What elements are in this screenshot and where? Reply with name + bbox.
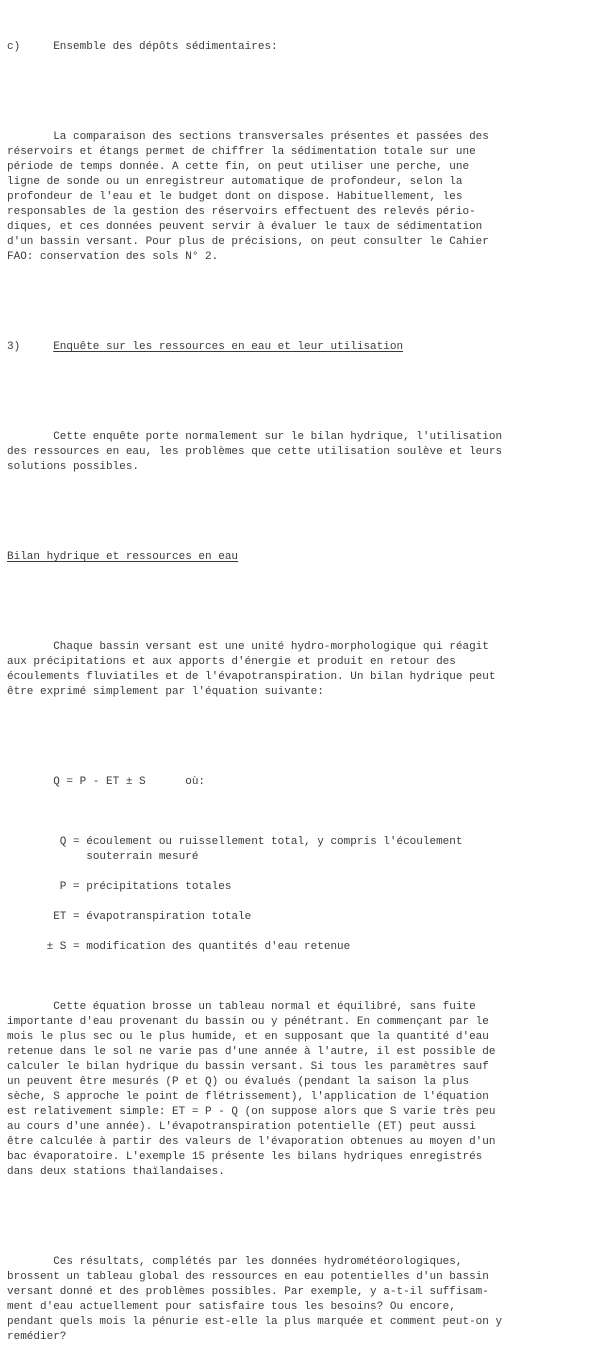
section-title: Ensemble des dépôts sédimentaires: (53, 41, 278, 53)
paragraph-equation (7, 1000, 600, 1180)
subsection-title: Bilan hydrique et ressources en eau (7, 551, 239, 563)
definition-text: écoulement ou ruissellement total, y compris l'écoulement (86, 836, 463, 848)
definition-symbol: ET (53, 911, 67, 923)
definition-text: évapotranspiration totale (86, 911, 252, 923)
text-line: calculer le bilan hydrique du bassin versant. Si tous les paramètres sauf (7, 1061, 489, 1073)
section-title: Enquête sur les ressources en eau et leur utilisation (53, 341, 404, 353)
paragraph-enquete (7, 430, 600, 475)
equation-suffix: où: (185, 776, 206, 788)
water-balance-equation (7, 775, 600, 790)
text-line: profondeur de l'eau et le budget dont on dispose. Habituellement, les (7, 191, 463, 203)
text-line: FAO: conservation des sols N° 2. (7, 251, 219, 263)
section-c-heading (7, 40, 600, 55)
text-line: sèche, S approche le point de flétrissement), l'application de l'équation (7, 1091, 489, 1103)
text-line: diques, et ces données peuvent servir à évaluer le taux de sédimentation (7, 221, 483, 233)
text-line: bac évaporatoire. L'exemple 15 présente les bilans hydriques enregistrés (7, 1151, 483, 1163)
paragraph-bilan-intro (7, 640, 600, 700)
text-line: Chaque bassin versant est une unité hydro-morphologique qui réagit (53, 641, 489, 653)
definition-item: Q = écoulement ou ruissellement total, y compris l'écoulement souterrain mesuré (7, 835, 600, 865)
text-line: brossent un tableau global des ressources en eau potentielles d'un bassin (7, 1271, 489, 1283)
definition-text: précipitations totales (86, 881, 232, 893)
text-line: est relativement simple: ET = P - Q (on suppose alors que S varie très peu (7, 1106, 496, 1118)
paragraph-sedimentation (7, 130, 600, 265)
text-line: Cette équation brosse un tableau normal et équilibré, sans fuite (53, 1001, 476, 1013)
text-line: écoulements fluviatiles et de l'évapotranspiration. Un bilan hydrique peut (7, 671, 496, 683)
equation-formula: Q = P - ET ± S (53, 776, 146, 788)
text-line: responsables de la gestion des réservoirs effectuent des relevés pério- (7, 206, 476, 218)
definition-symbol: Q (59, 836, 67, 848)
text-line: Ces résultats, complétés par les données hydrométéorologiques, (53, 1256, 463, 1268)
text-line: mois le plus sec ou le plus humide, et en supposant que la quantité d'eau (7, 1031, 489, 1043)
text-line: retenue dans le sol ne varie pas d'une année à l'autre, il est possible de (7, 1046, 496, 1058)
equation-definitions (7, 820, 600, 970)
section-3-heading (7, 340, 600, 355)
text-line: au cours d'une année). L'évapotranspiration potentielle (ET) peut aussi (7, 1121, 476, 1133)
text-line: réservoirs et étangs permet de chiffrer la sédimentation totale sur une (7, 146, 476, 158)
definition-item: P = précipitations totales (7, 880, 600, 895)
text-line: d'un bassin versant. Pour plus de précisions, on peut consulter le Cahier (7, 236, 489, 248)
text-line: des ressources en eau, les problèmes que cette utilisation soulève et leurs (7, 446, 503, 458)
definition-text: modification des quantités d'eau retenue (86, 941, 351, 953)
text-line: dans deux stations thaïlandaises. (7, 1166, 225, 1178)
text-line: ment d'eau actuellement pour satisfaire tous les besoins? Ou encore, (7, 1301, 456, 1313)
text-line: ligne de sonde ou un enregistreur automatique de profondeur, selon la (7, 176, 463, 188)
definition-item: ET = évapotranspiration totale (7, 910, 600, 925)
section-number: c) (7, 41, 21, 53)
definition-text: souterrain mesuré (86, 851, 199, 863)
text-line: solutions possibles. (7, 461, 140, 473)
text-line: un peuvent être mesurés (P et Q) ou évalués (pendant la saison la plus (7, 1076, 470, 1088)
section-number: 3) (7, 341, 21, 353)
text-line: être exprimé simplement par l'équation suivante: (7, 686, 324, 698)
text-line: importante d'eau provenant du bassin ou y pénétrant. En commençant par le (7, 1016, 489, 1028)
text-line: La comparaison des sections transversales présentes et passées des (53, 131, 489, 143)
text-line: pendant quels mois la pénurie est-elle la plus marquée et comment peut-on y (7, 1316, 503, 1328)
paragraph-resultats (7, 1255, 600, 1345)
definition-symbol: P (59, 881, 67, 893)
text-line: remédier? (7, 1331, 67, 1343)
text-line: versant donné et des problèmes possibles. Par exemple, y a-t-il suffisam- (7, 1286, 489, 1298)
definition-symbol: ± S (46, 941, 67, 953)
document-page (7, 10, 600, 1360)
definition-item: ± S = modification des quantités d'eau retenue (7, 940, 600, 955)
text-line: période de temps donnée. A cette fin, on peut utiliser une perche, une (7, 161, 470, 173)
text-line: Cette enquête porte normalement sur le bilan hydrique, l'utilisation (53, 431, 503, 443)
text-line: être calculée à partir des valeurs de l'évaporation obtenues au moyen d'un (7, 1136, 496, 1148)
text-line: aux précipitations et aux apports d'énergie et produit en retour des (7, 656, 456, 668)
